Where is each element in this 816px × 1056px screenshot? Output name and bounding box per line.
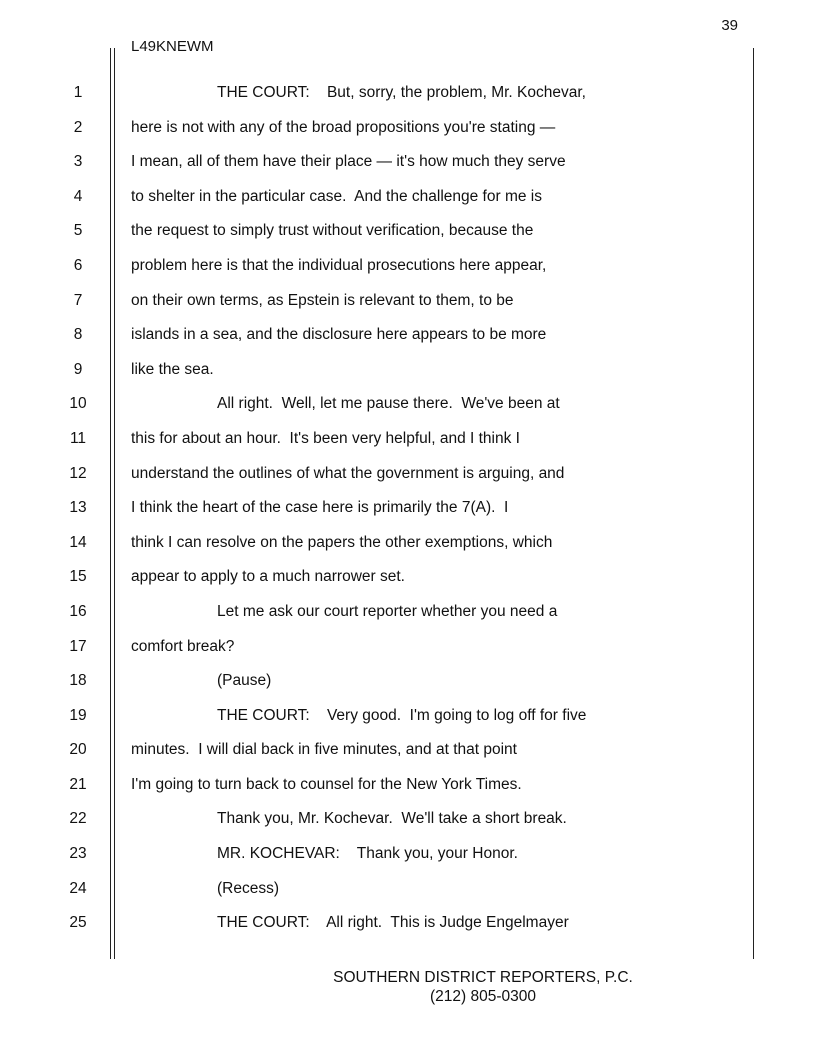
line-number: 13 — [69, 499, 87, 517]
line-number: 5 — [73, 222, 83, 240]
footer — [0, 968, 816, 1006]
case-id: L49KNEWM — [131, 38, 214, 55]
line-number: 17 — [69, 637, 87, 655]
transcript-line — [0, 491, 816, 526]
line-text: minutes. I will dial back in five minutes, and at that point — [131, 741, 517, 759]
page-number: 39 — [721, 17, 738, 34]
line-text: appear to apply to a much narrower set. — [131, 568, 405, 586]
line-text: I'm going to turn back to counsel for the New York Times. — [131, 775, 522, 793]
line-text: THE COURT: Very good. I'm going to log off for five — [217, 706, 587, 724]
line-number: 24 — [69, 879, 87, 897]
transcript-line — [0, 802, 816, 837]
line-number: 11 — [69, 429, 87, 447]
line-text: problem here is that the individual prosecutions here appear, — [131, 256, 547, 274]
transcript-body — [0, 76, 816, 941]
line-number: 6 — [73, 256, 83, 274]
line-text: THE COURT: All right. This is Judge Engelmayer — [217, 914, 569, 932]
line-text: All right. Well, let me pause there. We've been at — [217, 395, 560, 413]
reporter-phone: (212) 805-0300 — [430, 988, 536, 1005]
line-number: 9 — [73, 360, 83, 378]
transcript-line — [0, 595, 816, 630]
line-text: comfort break? — [131, 637, 235, 655]
line-text: Let me ask our court reporter whether you need a — [217, 602, 558, 620]
line-text: I think the heart of the case here is primarily the 7(A). I — [131, 499, 509, 517]
line-text: (Recess) — [217, 879, 280, 897]
transcript-line — [0, 630, 816, 665]
line-number: 2 — [73, 118, 83, 136]
transcript-line — [0, 699, 816, 734]
transcript-line — [0, 318, 816, 353]
line-number: 25 — [69, 914, 87, 932]
line-number: 4 — [73, 187, 83, 205]
transcript-line — [0, 111, 816, 146]
transcript-line — [0, 387, 816, 422]
line-text: I mean, all of them have their place — it's how much they serve — [131, 153, 566, 171]
reporter-company: SOUTHERN DISTRICT REPORTERS, P.C. — [333, 969, 633, 986]
transcript-line — [0, 284, 816, 319]
line-number: 7 — [73, 291, 83, 309]
line-text: MR. KOCHEVAR: Thank you, your Honor. — [217, 845, 518, 863]
line-text: islands in a sea, and the disclosure here appears to be more — [131, 326, 547, 344]
transcript-line — [0, 768, 816, 803]
line-number: 14 — [69, 533, 87, 551]
line-number: 21 — [69, 775, 87, 793]
line-text: Thank you, Mr. Kochevar. We'll take a short break. — [217, 810, 567, 828]
transcript-line — [0, 422, 816, 457]
line-text: this for about an hour. It's been very helpful, and I think I — [131, 429, 520, 447]
line-number: 22 — [69, 810, 87, 828]
transcript-line — [0, 560, 816, 595]
transcript-line — [0, 733, 816, 768]
line-text: on their own terms, as Epstein is relevant to them, to be — [131, 291, 514, 309]
transcript-line — [0, 76, 816, 111]
line-text: here is not with any of the broad propositions you're stating — — [131, 118, 556, 136]
transcript-line — [0, 457, 816, 492]
transcript-line — [0, 526, 816, 561]
transcript-line — [0, 353, 816, 388]
line-number: 19 — [69, 706, 87, 724]
line-text: understand the outlines of what the government is arguing, and — [131, 464, 565, 482]
line-text: (Pause) — [217, 672, 272, 690]
line-number: 15 — [69, 568, 87, 586]
line-text: like the sea. — [131, 360, 214, 378]
line-number: 16 — [69, 602, 87, 620]
transcript-line — [0, 872, 816, 907]
line-number: 12 — [69, 464, 87, 482]
transcript-line — [0, 906, 816, 941]
transcript-line — [0, 249, 816, 284]
transcript-line — [0, 214, 816, 249]
transcript-line — [0, 837, 816, 872]
line-number: 18 — [69, 672, 87, 690]
line-number: 10 — [69, 395, 87, 413]
line-number: 8 — [73, 326, 83, 344]
line-number: 23 — [69, 845, 87, 863]
line-number: 20 — [69, 741, 87, 759]
transcript-line — [0, 664, 816, 699]
transcript-line — [0, 145, 816, 180]
transcript-line — [0, 180, 816, 215]
line-text: the request to simply trust without verification, because the — [131, 222, 534, 240]
line-number: 3 — [73, 153, 83, 171]
line-text: to shelter in the particular case. And the challenge for me is — [131, 187, 542, 205]
line-text: think I can resolve on the papers the other exemptions, which — [131, 533, 553, 551]
line-number: 1 — [73, 84, 83, 101]
line-text: THE COURT: But, sorry, the problem, Mr. Kochevar, — [217, 84, 586, 101]
